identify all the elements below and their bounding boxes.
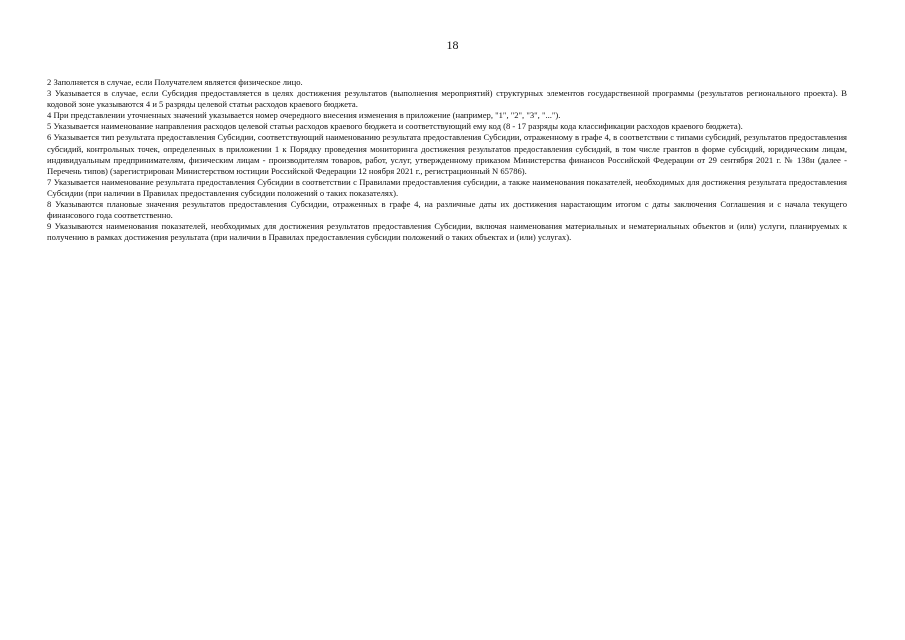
footnote-text: Указываются наименования показателей, необходимых для достижения результатов предоставления Субсидии, включая наименования материальных и нематериальных объектов и (или) услуги, планируемых к получению в рамках достижения результата (при наличии в Правилах предоставления субсидии положений о таких объектах и (или) услугах).	[47, 221, 847, 243]
footnote-text: Указывается тип результата предоставления Субсидии, соответствующий наименованию результата предоставления Субсидии, отраженному в графе 4, в соответствии с типами субсидий, результатов предоставления субсидий, контрольных точек, определенных в приложении 1 к Порядку проведения мониторинга достижения результатов предоставления субсидий, в том числе грантов в форме субсидий, юридическим лицам, индивидуальным предпринимателям, физическим лицам - производителям товаров, работ, услуг, утвержденному приказом Министерства финансов Российской Федерации от 29 сентября 2021 г. № 138н (далее - Перечень типов) (зарегистрирован Министерством юстиции Российской Федерации 12 ноября 2021 г., регистрационный N 65786).	[47, 132, 847, 176]
footnote-9	[47, 221, 847, 243]
footnote-5	[47, 121, 847, 132]
footnote-text: Указывается наименование направления расходов целевой статьи расходов краевого бюджета и соответствующий ему код (8 - 17 разряды кода классификации расходов краевого бюджета).	[53, 121, 743, 132]
footnote-mark: 5	[47, 121, 52, 132]
footnote-text: Заполняется в случае, если Получателем является физическое лицо.	[53, 77, 303, 87]
footnote-4	[47, 110, 847, 121]
footnote-3	[47, 88, 847, 110]
footnote-mark: 9	[47, 221, 52, 232]
footnote-7	[47, 177, 847, 199]
footnote-mark: 3	[47, 88, 52, 99]
footnote-text: При представлении уточненных значений указывается номер очередного внесения изменения в приложение (например, "1", "2", "3", "...").	[53, 110, 561, 121]
page-number: 18	[446, 38, 459, 52]
footnote-mark: 7	[47, 176, 52, 187]
footnote-mark: 2	[47, 77, 52, 87]
footnote-6	[47, 132, 847, 176]
footnote-2	[47, 77, 847, 88]
footnote-mark: 4	[47, 110, 52, 121]
footnote-mark: 6	[47, 132, 52, 143]
footnote-text: Указывается в случае, если Субсидия предоставляется в целях достижения результатов (выполнения мероприятий) структурных элементов государственной программы (результатов регионального проекта). В кодовой зоне указываются 4 и 5 разряды целевой статьи расходов краевого бюджета.	[47, 88, 847, 110]
footnote-8	[47, 199, 847, 221]
footnote-mark: 8	[47, 199, 52, 210]
footnote-text: Указывается наименование результата предоставления Субсидии в соответствии с Правилами предоставления субсидии, а также наименования показателей, необходимых для достижения результата предоставления Субсидии (при наличии в Правилах предоставления субсидии положений о таких показателях).	[47, 176, 847, 198]
footnotes-section	[47, 77, 847, 243]
footnote-text: Указываются плановые значения результатов предоставления Субсидии, отраженных в графе 4, на различные даты их достижения нарастающим итогом с даты заключения Соглашения и с начала текущего финансового года соответственно.	[47, 199, 847, 221]
